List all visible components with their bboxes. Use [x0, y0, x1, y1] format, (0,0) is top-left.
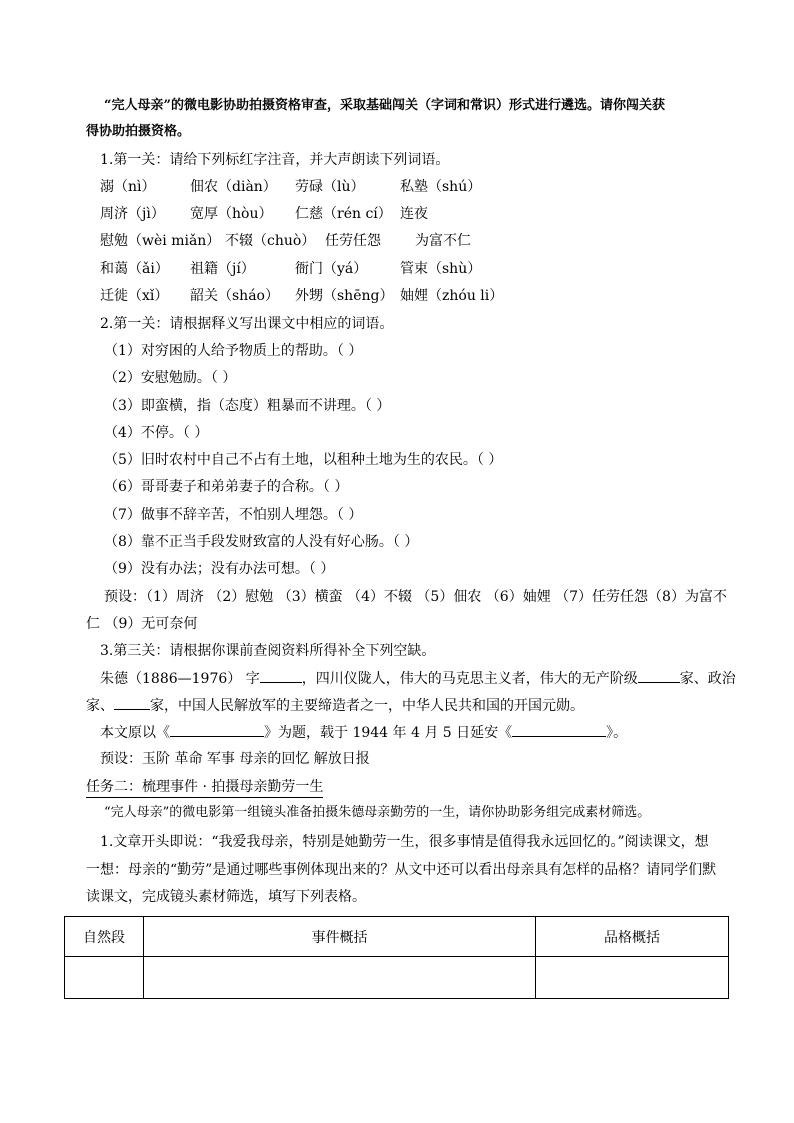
definition-item: （2）安慰勉励。（ ）: [104, 370, 237, 386]
table-header: 事件概括: [144, 917, 536, 957]
intro-line-2: 得协助拍摄资格。: [86, 124, 191, 139]
definition-item: （6）哥哥妻子和弟弟妻子的合称。（ ）: [104, 479, 349, 495]
word-item: 任劳任怨: [325, 233, 381, 249]
word-item: 衙门（yá）: [295, 261, 368, 277]
fill-blank[interactable]: [114, 695, 150, 710]
level1-row: [100, 204, 428, 224]
fill-blank[interactable]: [170, 722, 264, 737]
table-cell[interactable]: [65, 957, 144, 999]
definition-item: （3）即蛮横，指（态度）粗暴而不讲理。（ ）: [104, 398, 391, 414]
word-item: 管束（shù）: [400, 261, 482, 277]
definition-item: （1）对穷困的人给予物质上的帮助。（ ）: [104, 343, 363, 359]
table-cell[interactable]: [536, 957, 729, 999]
definition-item: （8）靠不正当手段发财致富的人没有好心肠。（ ）: [104, 534, 419, 550]
answer-line: 仁 （9）无可奈何: [86, 616, 198, 632]
fill-paragraph: [100, 668, 736, 689]
level1-row: [100, 286, 503, 306]
word-item: 仁慈（rén cí）: [295, 206, 392, 222]
level2-title: 2.第一关：请根据释义写出课文中相应的词语。: [100, 316, 394, 332]
fill-paragraph: [86, 695, 584, 716]
intro-line-1: “完人母亲”的微电影协助拍摄资格审查，采取基础闯关（字词和常识）形式进行遴选。请你闯关获: [104, 98, 665, 113]
word-item: 外甥（shēng）: [295, 288, 394, 304]
definition-item: （5）旧时农村中自己不占有土地，以租种土地为生的农民。（ ）: [104, 452, 503, 468]
table-row: [65, 957, 729, 999]
fill-blank[interactable]: [512, 722, 606, 737]
question-line: 1.文章开头即说：“我爱我母亲，特别是她勤劳一生，很多事情是值得我永远回忆的。”阅读课文，想: [100, 834, 709, 850]
task2-intro: “完人母亲”的微电影第一组镜头准备拍摄朱德母亲勤劳的一生，请你协助影务组完成素材筛选。: [104, 805, 651, 820]
answer-line: 预设：玉阶 革命 军事 母亲的回忆 解放日报: [100, 751, 370, 767]
level1-row: [100, 177, 481, 197]
fill-paragraph: [100, 722, 627, 743]
answer-line: 预设：（1）周济 （2）慰勉 （3）横蛮 （4）不辍 （5）佃农 （6）妯娌 （7）任劳任怨（8）为富不: [104, 589, 727, 605]
fill-blank[interactable]: [260, 668, 302, 683]
fill-blank[interactable]: [638, 668, 680, 683]
definition-item: （9）没有办法；没有办法可想。（ ）: [104, 561, 335, 577]
level1-row: [100, 231, 471, 251]
text-run: ，四川仪陇人，伟大的马克思主义者，伟大的无产阶级: [301, 671, 638, 687]
question-line: 读课文，完成镜头素材筛选，填写下列表格。: [86, 889, 366, 905]
text-run: 》。: [606, 725, 628, 741]
level3-title: 3.第三关：请根据你课前查阅资料所得补全下列空缺。: [100, 643, 436, 659]
table-header-row: [65, 917, 729, 957]
definition-item: （4）不停。（ ）: [104, 425, 209, 441]
text-run: 朱德（1886—1976） 字: [100, 671, 260, 687]
table-header: 品格概括: [536, 917, 729, 957]
word-item: 佃农（diàn）: [190, 179, 277, 195]
text-run: 家，中国人民解放军的主要缔造者之一，中华人民共和国的开国元勋。: [150, 698, 584, 714]
word-item: 为富不仁: [415, 233, 471, 249]
word-item: 韶关（sháo）: [190, 288, 279, 304]
word-item: 不辍（chuò）: [225, 233, 316, 249]
text-run: 》为题，载于 1944 年 4 月 5 日延安《: [264, 725, 513, 741]
text-run: 本文原以《: [100, 725, 170, 741]
word-item: 妯娌（zhóu li）: [400, 288, 504, 304]
material-table: [64, 916, 729, 999]
level1-title: 1.第一关：请给下列标红字注音，并大声朗读下列词语。: [100, 152, 450, 168]
word-item: 私塾（shú）: [400, 179, 482, 195]
table-header: 自然段: [65, 917, 144, 957]
word-item: 周济（jì）: [100, 206, 165, 222]
word-item: 连夜: [400, 206, 428, 222]
definition-item: （7）做事不辞辛苦，不怕别人埋怨。（ ）: [104, 507, 363, 523]
text-run: 家、政治: [679, 671, 736, 687]
word-item: 劳碌（lù）: [295, 179, 365, 195]
question-line: 一想：母亲的“勤劳”是通过哪些事例体现出来的？从文中还可以看出母亲具有怎样的品格？请同学们默: [86, 862, 717, 878]
word-item: 和蔼（ǎi）: [100, 261, 169, 277]
text-run: 家、: [86, 698, 114, 714]
word-item: 宽厚（hòu）: [190, 206, 273, 222]
word-item: 溺（nì）: [100, 179, 156, 195]
word-item: 迁徙（xǐ）: [100, 288, 169, 304]
level1-row: [100, 259, 481, 279]
word-item: 祖籍（jí）: [190, 261, 255, 277]
table-cell[interactable]: [144, 957, 536, 999]
word-item: 慰勉（wèi miǎn）: [100, 233, 221, 249]
task2-title: 任务二：梳理事件 · 拍摄母亲勤劳一生: [86, 777, 323, 798]
